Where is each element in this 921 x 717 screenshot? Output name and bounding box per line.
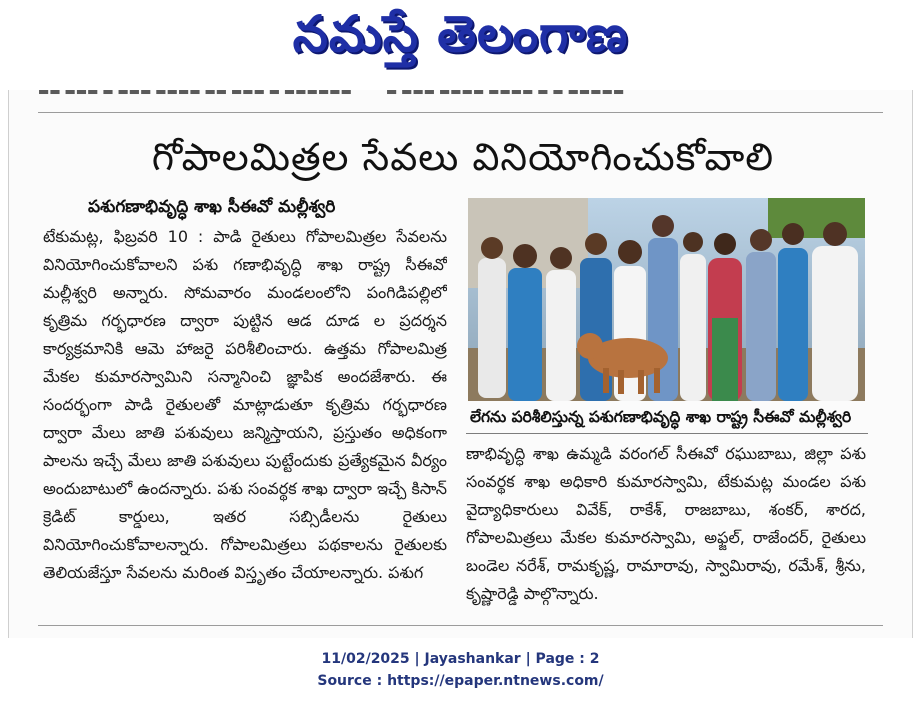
newspaper-logo: నమస్తే తెలంగాణ [292,4,629,63]
clip-edge-right [912,90,913,638]
bottom-rule [38,625,883,626]
article-body-right-column: ణాభివృద్ధి శాఖ ఉమ్మడి వరంగల్ సీఈవో రఘుబాబు, జిల్లా పశు సంవర్థక శాఖ అధికారి కుమారస్వామి, టేకుమట్ల మండల పశు వైద్యాధికారులు వివేక్, రాకేశ్, రాజబాబు, శంకర్, శారద, గోపాలమిత్రలు మేకల కుమారస్వామి, అఫ్జల్, రాజేందర్, రైతులు బండెల నరేశ్, రామకృష్ణ, రామారావు, స్వామిరావు, రమేశ్, శ్రీను, కృష్ణారెడ్డి పాల్గొన్నారు. [466,444,866,603]
source-link[interactable]: Source : https://epaper.ntnews.com/ [317,673,604,689]
cut-off-text-left: ▬▬ ▬▬▬ ▬ ▬▬▬ ▬▬▬▬ ▬▬ ▬▬▬ ▬ ▬▬▬▬▬▬ [38,90,352,98]
article-body-left-column: టేకుమట్ల, ఫిబ్రవరి 10 : పాడి రైతులు గోపాలమిత్రల సేవలను వినియోగించుకోవాలని పశు గణాభివృద్ధి శాఖ రాష్ట్ర సీఈవో మల్లీశ్వరి అన్నారు. సోమవారం మండలంలోని పంగిడిపల్లిలో కృత్రిమ గర్భధారణ ద్వారా పుట్టిన ఆడ దూడ ల ప్రదర్శన కార్యక్రమానికి ఆమె హాజరై పరిశీలించారు. ఉత్తమ గోపాలమిత్ర మేకల కుమారస్వామిని సన్మానించి జ్ఞాపిక అందజేశారు. ఈ సందర్భంగా పాడి రైతులతో మాట్లాడుతూ కృత్రిమ గర్భధారణ ద్వారా మేలు జాతి పశువులు జన్మిస్తాయని, ప్రస్తుతం అధికంగా పాలను ఇచ్చే మేలు జాతి పశువులు పుట్టేందుకు ప్రత్యేకమైన వీర్యం అందుబాటులో ఉందన్నారు. పశు సంవర్థక శాఖ ద్వారా ఇచ్చే కిసాన్ క్రెడిట్ కార్డులు, ఇతర సబ్సిడీలను రైతులు వినియోగించుకోవాలన్నారు. గోపాలమిత్రలు పథకాలను రైతులకు తెలియజేస్తూ సేవలను మరింత విస్తృతం చేయాలన్నారు. పశుగ [43,227,447,582]
source-footer [0,648,921,708]
dateline: 11/02/2025 | Jayashankar | Page : 2 [321,651,600,667]
article-subheadline: పశుగణాభివృద్ధి శాఖ సీఈవో మల్లీశ్వరి [88,197,336,217]
masthead [0,0,921,80]
article-headline: గోపాలమిత్రల సేవలు వినియోగించుకోవాలి [151,135,775,179]
caption-rule [466,433,868,434]
news-photo [468,198,865,401]
photo-illustration [468,198,865,401]
cut-off-text-strip [38,90,898,108]
top-rule [38,112,883,113]
clip-edge-left [8,90,9,638]
photo-caption: లేగను పరిశీలిస్తున్న పశుగణాభివృద్ధి శాఖ రాష్ట్ర సీఈవో మల్లీశ్వరి [470,408,852,426]
news-clipping [8,90,913,638]
cut-off-text-right: ▬ ▬▬▬ ▬▬▬▬ ▬▬▬▬ ▬ ▬ ▬▬▬▬▬ [385,90,625,98]
